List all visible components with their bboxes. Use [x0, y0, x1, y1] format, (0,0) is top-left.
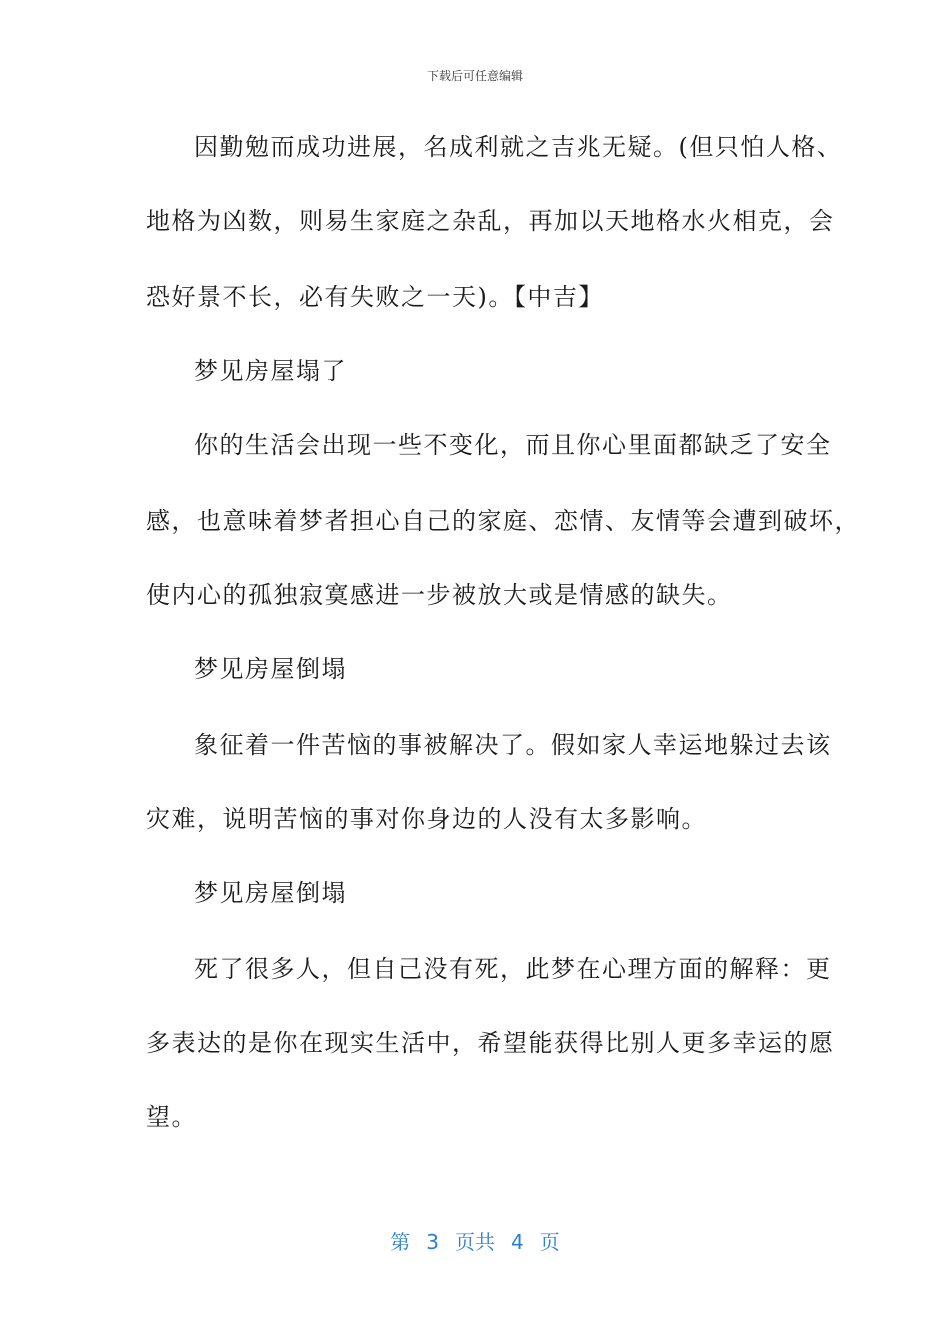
paragraph-line: 感，也意味着梦者担心自己的家庭、恋情、友情等会遭到破坏，: [146, 507, 860, 535]
paragraph-line: 象征着一件苦恼的事被解决了。假如家人幸运地躲过去该: [194, 731, 832, 759]
paragraph-line: 灾难，说明苦恼的事对你身边的人没有太多影响。: [146, 805, 707, 833]
paragraph-line: 使内心的孤独寂寞感进一步被放大或是情感的缺失。: [146, 581, 733, 609]
page-label-suffix: 页: [539, 1230, 560, 1254]
current-page-number: 3: [426, 1230, 439, 1254]
paragraph-line: 望。: [146, 1103, 197, 1131]
paragraph-line: 死了很多人，但自己没有死，此梦在心理方面的解释：更: [194, 955, 832, 983]
paragraph-line: 多表达的是你在现实生活中，希望能获得比别人更多幸运的愿: [146, 1029, 835, 1057]
section-heading: 梦见房屋塌了: [194, 357, 347, 385]
paragraph-line: 你的生活会出现一些不变化，而且你心里面都缺乏了安全: [194, 431, 832, 459]
section-heading: 梦见房屋倒塌: [194, 655, 347, 683]
paragraph-line: 地格为凶数，则易生家庭之杂乱，再加以天地格水火相克，会: [146, 207, 835, 235]
page-footer: [0, 1226, 950, 1255]
page-label-prefix: 第: [390, 1230, 411, 1254]
paragraph-line: 恐好景不长，必有失败之一天)。【中吉】: [146, 283, 604, 311]
section-heading: 梦见房屋倒塌: [194, 879, 347, 907]
paragraph-line: 因勤勉而成功进展，名成利就之吉兆无疑。(但只怕人格、: [194, 133, 843, 161]
page-header: 下载后可任意编辑: [426, 69, 523, 83]
page-label-mid: 页共: [455, 1230, 495, 1254]
total-pages-number: 4: [511, 1230, 524, 1254]
